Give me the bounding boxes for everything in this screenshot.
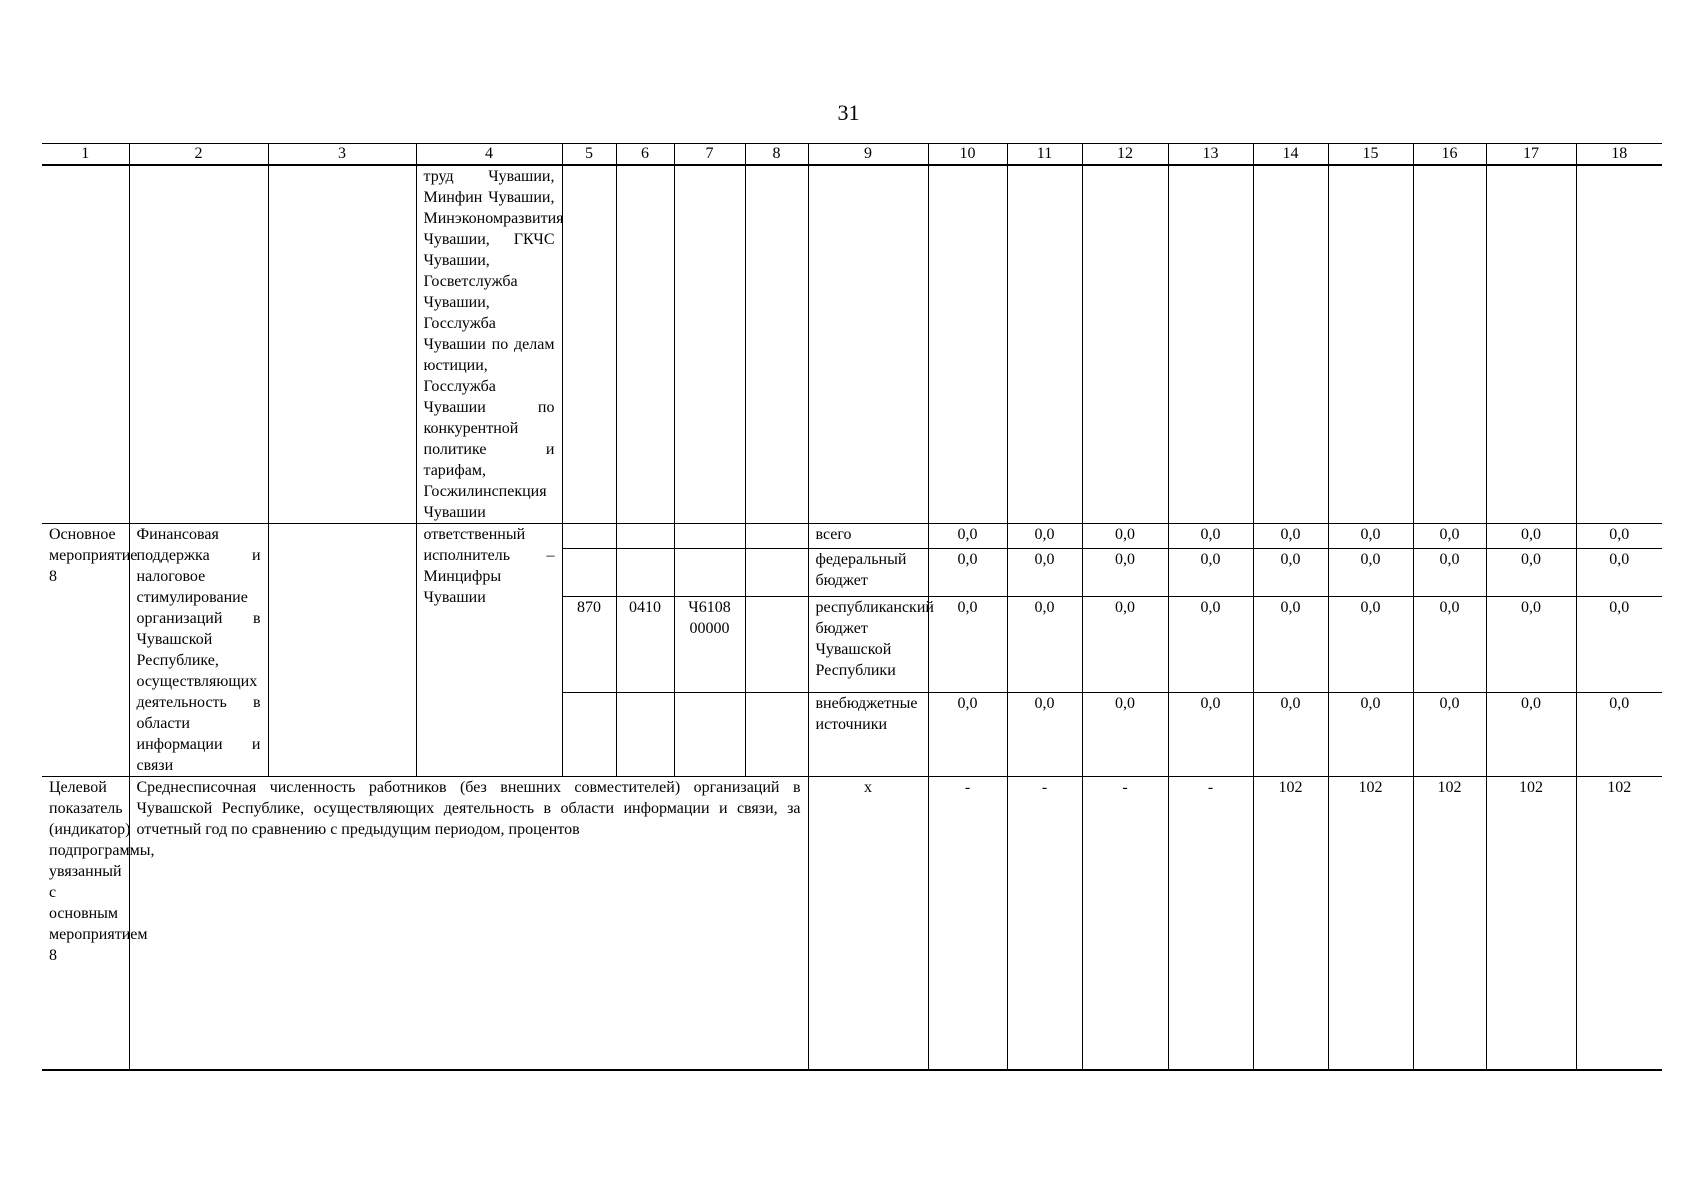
col-header: 6: [616, 144, 674, 166]
indicator-value: 102: [1576, 777, 1662, 1070]
indicator-value: -: [1168, 777, 1253, 1070]
value-cell: 0,0: [1007, 693, 1082, 777]
value-cell: 0,0: [1168, 524, 1253, 549]
indicator-value: 102: [1413, 777, 1486, 1070]
indicator-row: [42, 777, 1662, 1070]
value-cell: 0,0: [1253, 524, 1328, 549]
value-cell: 0,0: [1007, 524, 1082, 549]
col-header: 18: [1576, 144, 1662, 166]
col-header: 9: [808, 144, 928, 166]
col-header: 14: [1253, 144, 1328, 166]
col-header: 17: [1486, 144, 1576, 166]
continuation-row: [42, 165, 1662, 524]
value-cell: 0,0: [1007, 548, 1082, 596]
col-header: 15: [1328, 144, 1413, 166]
value-cell: 0,0: [928, 693, 1007, 777]
value-cell: 0,0: [1328, 597, 1413, 693]
col-header: 12: [1082, 144, 1168, 166]
col-header: 11: [1007, 144, 1082, 166]
page-number: 31: [837, 100, 860, 125]
funding-source: федеральный бюджет: [808, 548, 928, 596]
value-cell: 0,0: [1168, 548, 1253, 596]
value-cell: 0,0: [1007, 597, 1082, 693]
value-cell: 0,0: [1413, 548, 1486, 596]
value-cell: 0,0: [1576, 524, 1662, 549]
value-cell: 0,0: [1413, 524, 1486, 549]
value-cell: 0,0: [1486, 597, 1576, 693]
indicator-value: -: [1082, 777, 1168, 1070]
value-cell: 0,0: [1168, 597, 1253, 693]
value-cell: 0,0: [1486, 693, 1576, 777]
funding-source: внебюджетные источники: [808, 693, 928, 777]
indicator-col9: х: [808, 777, 928, 1070]
value-cell: 0,0: [1082, 524, 1168, 549]
col-header: 1: [42, 144, 129, 166]
value-cell: 0,0: [1253, 693, 1328, 777]
col-header: 13: [1168, 144, 1253, 166]
value-cell: 0,0: [1486, 548, 1576, 596]
value-cell: 0,0: [1413, 597, 1486, 693]
col-header: 5: [562, 144, 616, 166]
value-cell: 0,0: [1576, 548, 1662, 596]
co-executors-cell: труд Чувашии, Минфин Чувашии, Минэкономразвития Чувашии, ГКЧС Чувашии, Госветслужба Чувашии, Госслужба Чувашии по делам юстиции, Госслужба Чувашии по конкурентной политике и тарифам, Госжилинспекция Чувашии: [416, 165, 562, 524]
value-cell: 0,0: [928, 548, 1007, 596]
value-cell: 0,0: [1328, 693, 1413, 777]
value-cell: 0,0: [1576, 693, 1662, 777]
value-cell: 0,0: [1413, 693, 1486, 777]
value-cell: 0,0: [1253, 597, 1328, 693]
code-section: 0410: [616, 597, 674, 693]
col-header: 16: [1413, 144, 1486, 166]
value-cell: 0,0: [1082, 548, 1168, 596]
value-cell: 0,0: [1486, 524, 1576, 549]
indicator-text: Среднесписочная численность работников (без внешних совместителей) организаций в Чувашской Республике, осуществляющих деятельность в области информации и связи, за отчетный год по сравнению с предыдущим периодом, процентов: [129, 777, 808, 1070]
col-header: 7: [674, 144, 745, 166]
value-cell: 0,0: [1168, 693, 1253, 777]
indicator-value: 102: [1253, 777, 1328, 1070]
value-cell: 0,0: [1082, 597, 1168, 693]
measure-label: Основное мероприятие 8: [42, 524, 129, 777]
funding-source: всего: [808, 524, 928, 549]
measure-row-total: [42, 524, 1662, 549]
value-cell: 0,0: [928, 597, 1007, 693]
value-cell: 0,0: [928, 524, 1007, 549]
value-cell: 0,0: [1253, 548, 1328, 596]
value-cell: 0,0: [1082, 693, 1168, 777]
measure-name: Финансовая поддержка и налоговое стимулирование организаций в Чувашской Республике, осуществляющих деятельность в области информации и связи: [129, 524, 268, 777]
indicator-value: 102: [1328, 777, 1413, 1070]
value-cell: 0,0: [1328, 524, 1413, 549]
measure-executor: ответственный исполнитель – Минцифры Чувашии: [416, 524, 562, 777]
col-header: 10: [928, 144, 1007, 166]
value-cell: 0,0: [1576, 597, 1662, 693]
funding-source: республиканский бюджет Чувашской Республики: [808, 597, 928, 693]
indicator-value: -: [928, 777, 1007, 1070]
indicator-label: Целевой показатель (индикатор) подпрограммы, увязанный с основным мероприятием 8: [42, 777, 129, 1070]
col-header: 4: [416, 144, 562, 166]
col-header: 8: [745, 144, 808, 166]
col-header: 3: [268, 144, 416, 166]
program-table: [42, 143, 1662, 1071]
code-grbs: 870: [562, 597, 616, 693]
column-number-row: [42, 144, 1662, 166]
col-header: 2: [129, 144, 268, 166]
indicator-value: -: [1007, 777, 1082, 1070]
indicator-value: 102: [1486, 777, 1576, 1070]
value-cell: 0,0: [1328, 548, 1413, 596]
code-target: Ч6108 00000: [674, 597, 745, 693]
